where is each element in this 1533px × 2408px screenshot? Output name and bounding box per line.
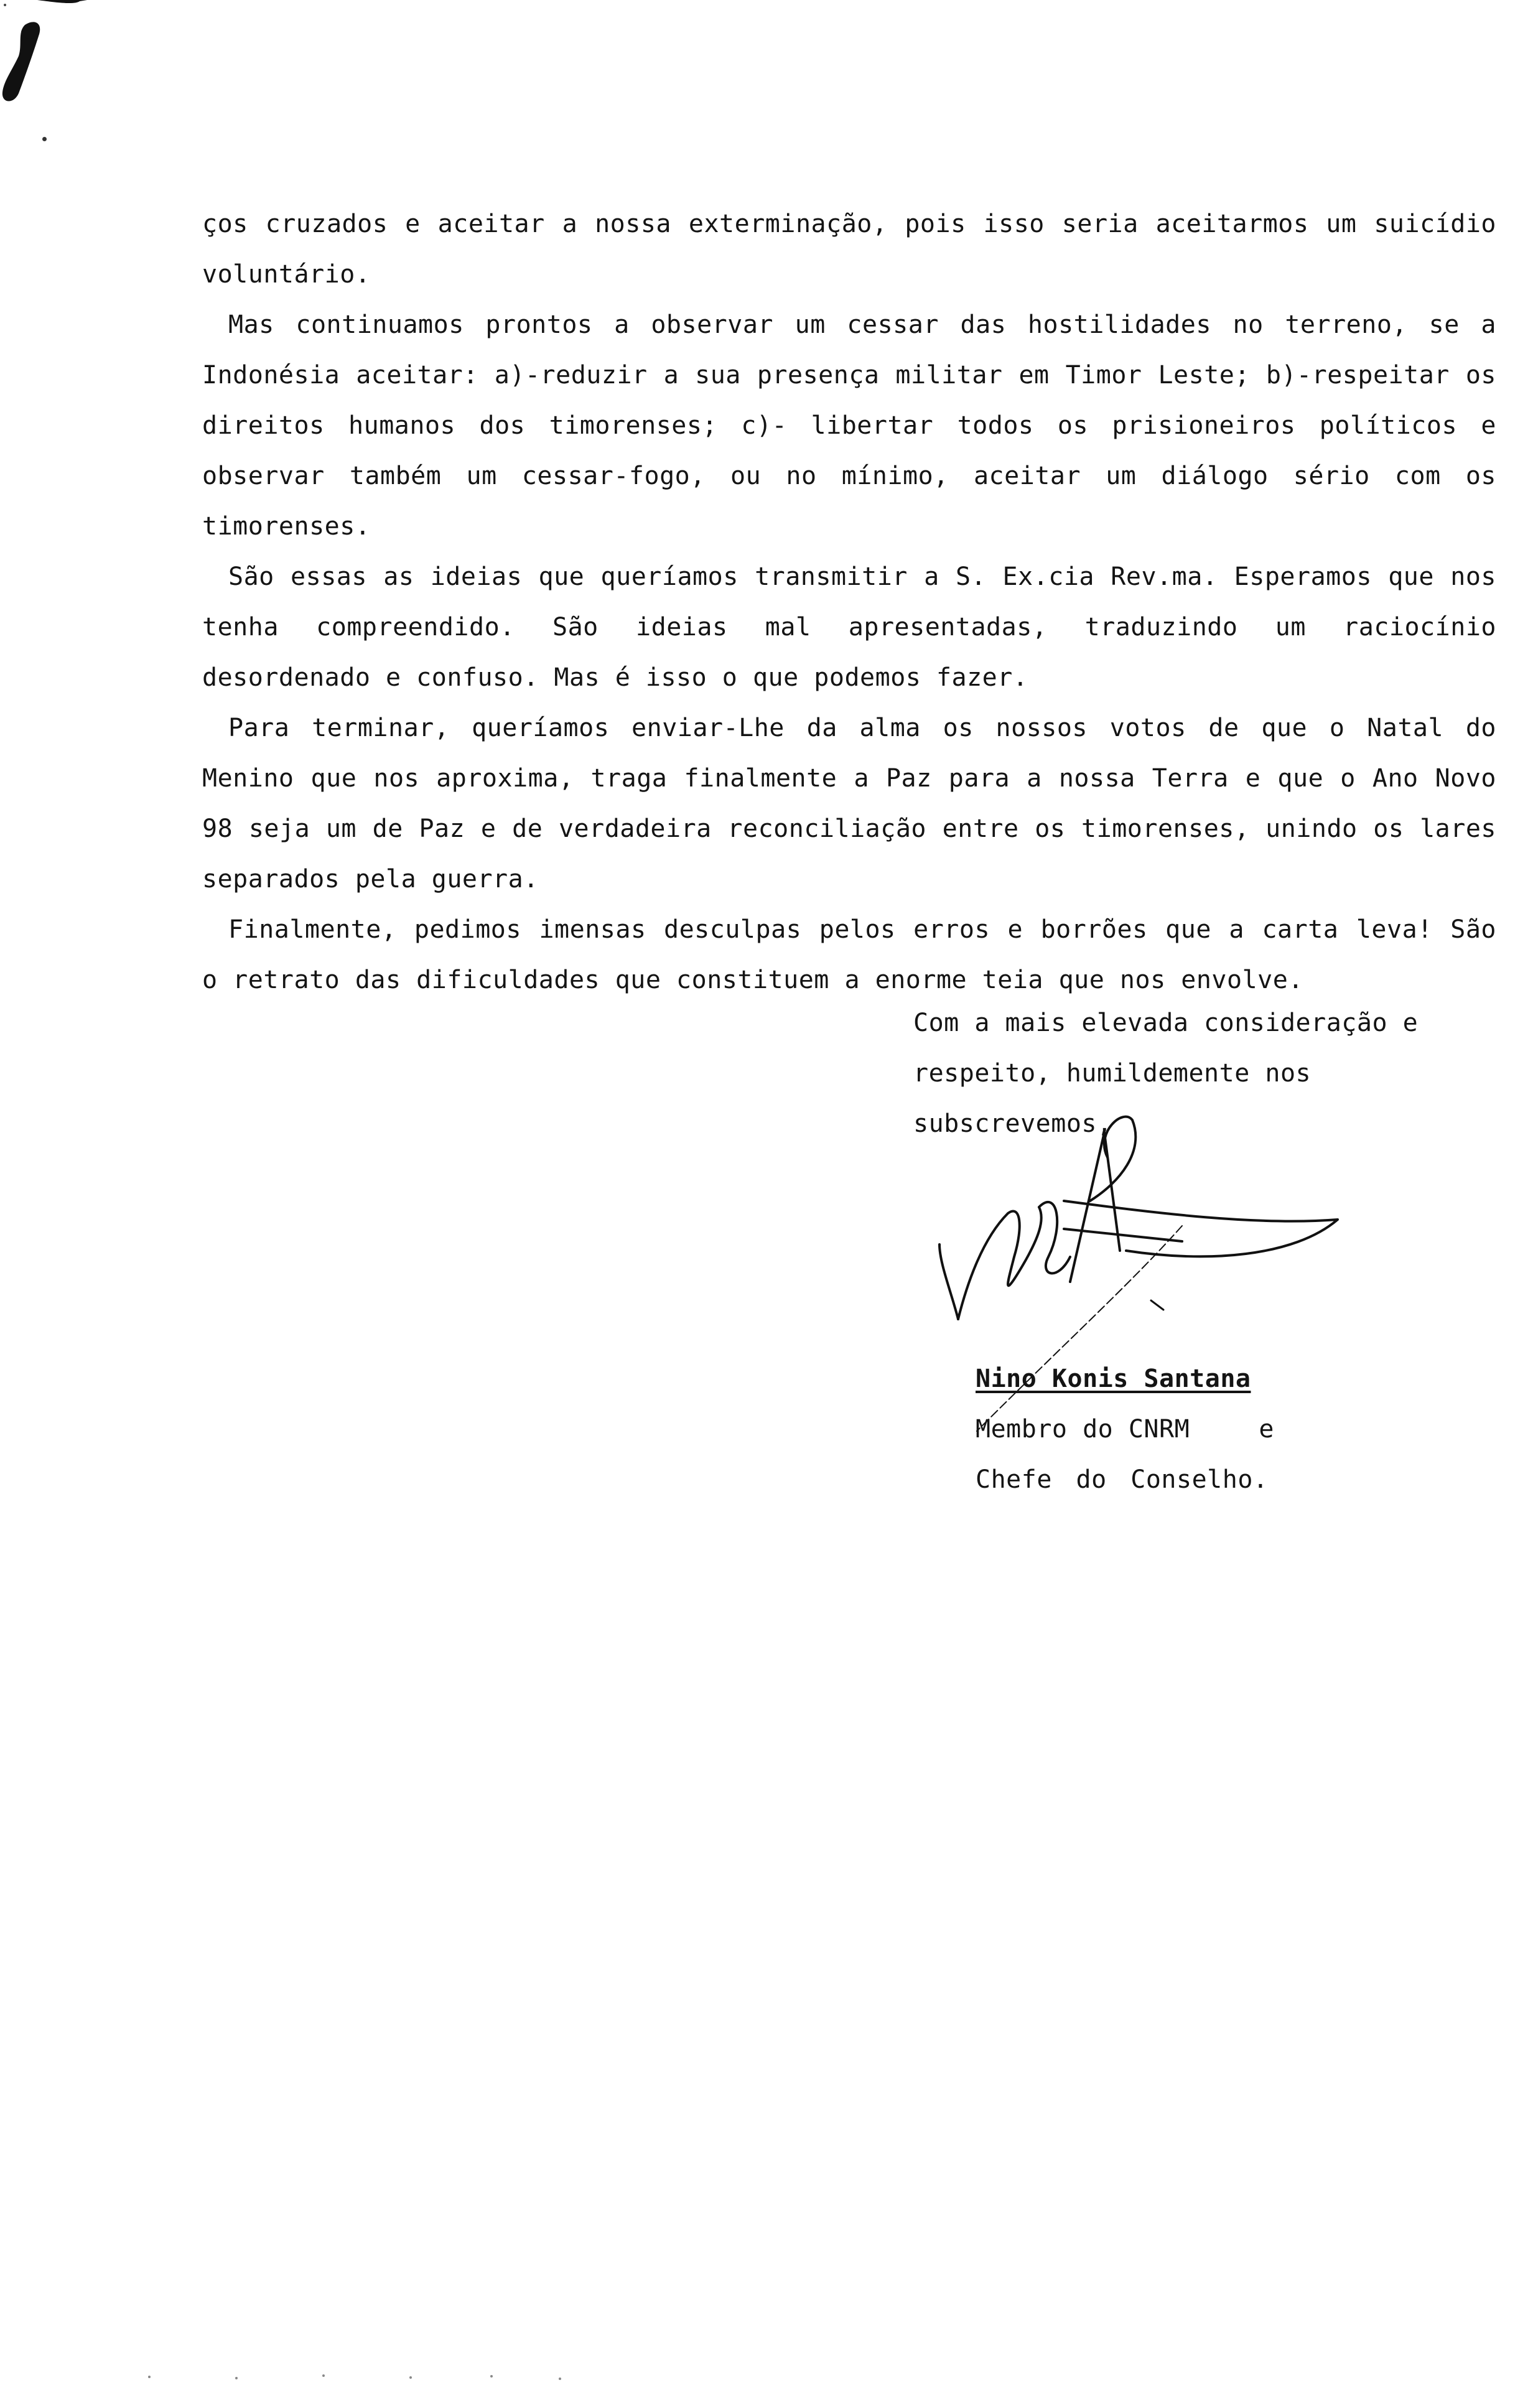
paragraph-1: ços cruzados e aceitar a nossa exterminação, pois isso seria aceitarmos um suicídio voluntário. (202, 210, 1496, 289)
signer-role: Membro do CNRM (976, 1415, 1190, 1444)
letter-body (202, 199, 1496, 1006)
closing-text: Com a mais elevada consideração e respeito, humildemente nos subscrevemos, (913, 1009, 1419, 1138)
stray-dot (42, 137, 47, 141)
paragraph-5: Finalmente, pedimos imensas desculpas pelos erros e borrões que a carta leva! São o retrato das dificuldades que constituem a enorme teia que nos envolve. (202, 915, 1496, 994)
paragraph-2: Mas continuamos prontos a observar um cessar das hostilidades no terreno, se a Indonésia aceitar: a)-reduzir a sua presença militar em Timor Leste; b)-respeitar os direitos humanos dos timorenses; c)- libertar todos os prisioneiros políticos e observar também um cessar-fogo, ou no mínimo, aceitar um diálogo sério com os timorenses. (202, 310, 1496, 541)
signer-block (976, 1354, 1274, 1505)
signer-role-line (976, 1404, 1274, 1455)
signer-title: Chefe do Conselho. (976, 1465, 1269, 1494)
ink-blot-mark (0, 0, 87, 106)
paragraph-4: Para terminar, queríamos enviar-Lhe da alma os nossos votos de que o Natal do Menino que nos aproxima, traga finalmente a Paz para a nossa Terra e que o Ano Novo 98 seja um de Paz e de verdadeira reconciliação entre os timorenses, unindo os lares separados pela guerra. (202, 714, 1496, 894)
paragraph-3: São essas as ideias que queríamos transmitir a S. Ex.cia Rev.ma. Esperamos que nos tenha compreendido. São ideias mal apresentadas, traduzindo um raciocínio desordenado e confuso. Mas é isso o que podemos fazer. (202, 562, 1496, 692)
scan-specks (0, 2277, 1533, 2408)
signer-name: Nino Konis Santana (976, 1365, 1251, 1393)
signer-role-conjunction: e (1259, 1415, 1274, 1444)
